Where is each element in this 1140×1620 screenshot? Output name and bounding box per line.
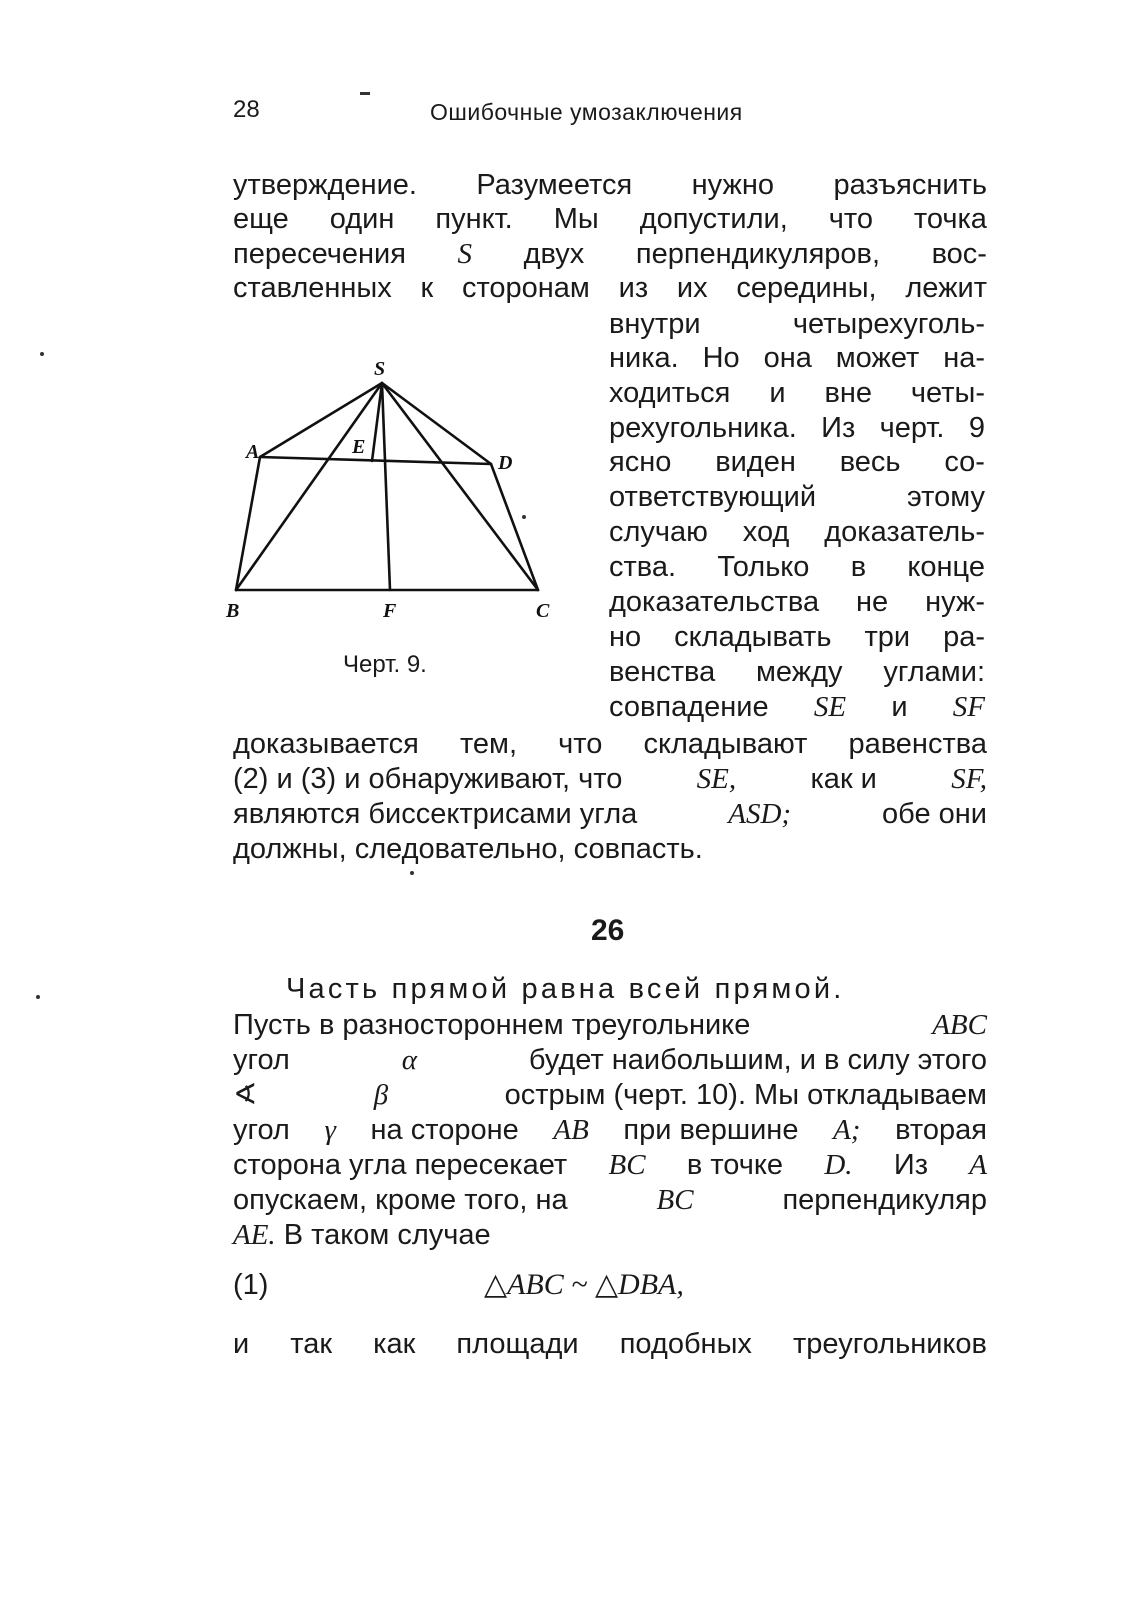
scan-speck [410,871,414,875]
side-line: случаю ход доказатель- [609,516,985,548]
text-line: еще один пункт. Мы допустили, что точка [233,203,987,235]
page-number: 28 [233,96,260,123]
label-E: E [352,436,366,458]
text-line: являются биссектрисами угла ASD; обе они [233,798,987,830]
side-line: совпадение SE и SF [609,691,985,723]
label-D: D [498,452,513,474]
label-B: B [226,600,240,622]
text-line: AE. В таком случае [233,1219,491,1251]
side-line: венства между углами: [609,656,985,688]
side-line: ника. Но она может на- [609,342,985,374]
equation-number: (1) [233,1269,269,1301]
side-line: но складывать три ра- [609,621,985,653]
text-line: угол γ на стороне AB при вершине A; вторая [233,1114,987,1146]
side-line: ходиться и вне четы- [609,377,985,409]
side-line: доказательства не нуж- [609,586,985,618]
section-number: 26 [591,914,625,947]
text-line: доказывается тем, что складывают равенства [233,728,987,760]
side-line: ясно виден весь со- [609,446,985,478]
scan-speck [40,352,44,356]
text-line: угол α будет наибольшим, и в силу этого [233,1044,987,1076]
side-line: ства. Только в конце [609,551,985,583]
text-line: ставленных к сторонам из их середины, лежит [233,272,987,304]
text-line: и так как площади подобных треугольников [233,1328,987,1360]
side-line: рехугольника. Из черт. 9 [609,412,985,444]
label-A: A [246,441,260,463]
running-title: Ошибочные умозаключения [430,99,743,125]
text-line: утверждение. Разумеется нужно разъяснить [233,169,987,201]
text-line: (2) и (3) и обнаруживают, что SE, как и SF, [233,763,987,795]
side-line: ответствующий этому [609,481,985,513]
scan-speck [360,92,370,95]
label-F: F [383,600,397,622]
text-line: должны, следовательно, совпасть. [233,833,703,865]
label-S: S [374,358,386,380]
scan-speck [36,995,40,999]
figure-caption: Черт. 9. [343,651,427,678]
text-line: опускаем, кроме того, на BC перпендикуляр [233,1184,987,1216]
text-line: пересечения S двух перпендикуляров, вос- [233,238,987,270]
scan-speck [522,515,526,519]
equation: △ABC ~ △DBA, [484,1268,684,1301]
label-C: C [536,600,550,622]
section-title: Часть прямой равна всей прямой. [286,973,845,1005]
text-line: сторона угла пересекает BC в точке D. Из A [233,1149,987,1181]
side-line: внутри четырехуголь- [609,308,985,340]
figure-9-diagram [220,345,600,645]
text-line: Пусть в разностороннем треугольнике ABC [233,1009,987,1041]
text-line: ∢ β острым (черт. 10). Мы откладываем [233,1079,987,1111]
